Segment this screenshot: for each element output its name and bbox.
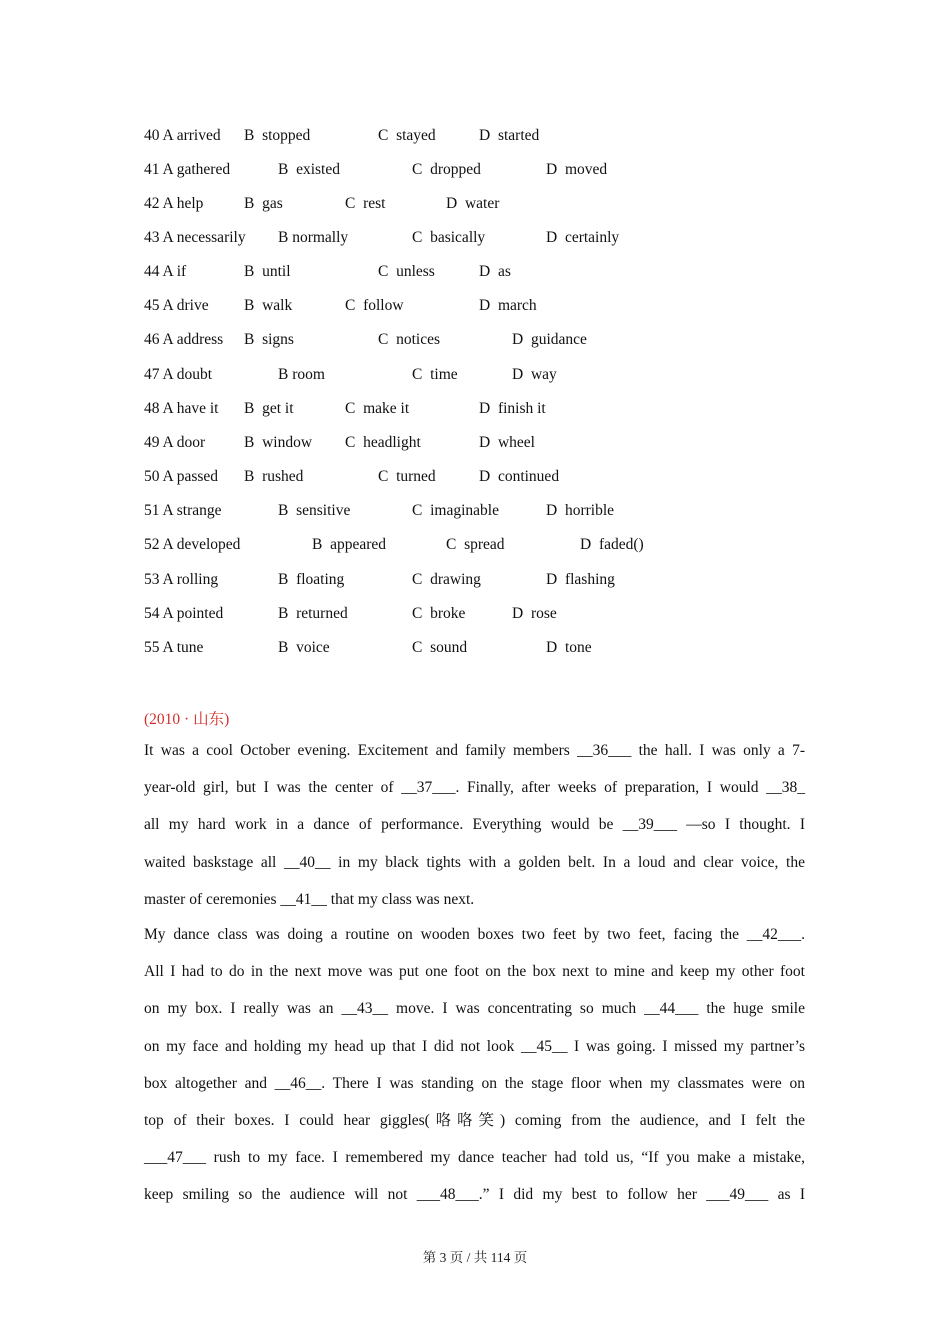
question-option-c: C notices	[378, 331, 440, 348]
question-option-d: D wheel	[479, 434, 535, 451]
question-option-b: B existed	[278, 161, 340, 178]
question-option-c: C broke	[412, 605, 466, 622]
question-row	[144, 399, 546, 419]
passage-line: box altogether and __46__. There I was standing on the stage floor when my classmates were on	[144, 1074, 805, 1092]
question-option-a: 40 A arrived	[144, 127, 221, 144]
question-row	[144, 160, 608, 180]
question-option-c: C basically	[412, 229, 486, 246]
passage-line: ___47___ rush to my face. I remembered my dance teacher had told us, “If you make a mistake,	[144, 1149, 805, 1167]
question-row	[144, 228, 620, 248]
page-footer: 第 3 页 / 共 114 页	[422, 1250, 528, 1265]
question-option-d: D way	[512, 366, 557, 383]
question-option-a: 48 A have it	[144, 400, 219, 417]
question-option-d: D moved	[546, 161, 608, 178]
question-option-b: B room	[278, 366, 325, 383]
question-row	[144, 126, 540, 146]
question-option-b: B gas	[244, 195, 283, 212]
passage-line: waited baskstage all __40__ in my black tights with a golden belt. In a loud and clear voice, the	[144, 853, 805, 871]
passage-paragraph-2	[144, 916, 805, 1214]
question-option-c: C spread	[446, 536, 505, 553]
passage-paragraph-1	[144, 732, 805, 918]
question-option-a: 55 A tune	[144, 639, 204, 656]
question-row	[144, 296, 537, 316]
question-option-b: B signs	[244, 331, 294, 348]
question-option-c: C make it	[345, 400, 410, 417]
question-option-a: 54 A pointed	[144, 605, 224, 622]
question-option-d: D flashing	[546, 571, 615, 588]
question-row	[144, 467, 560, 487]
question-option-a: 41 A gathered	[144, 161, 231, 178]
question-row	[144, 638, 592, 658]
question-option-c: C unless	[378, 263, 435, 280]
passage-line: My dance class was doing a routine on wooden boxes two feet by two feet, facing the __42___.	[144, 926, 805, 943]
question-option-b: B get it	[244, 400, 294, 417]
question-option-d: D faded()	[580, 536, 644, 553]
question-option-c: C imaginable	[412, 502, 499, 519]
question-option-d: D finish it	[479, 400, 546, 417]
question-option-b: B floating	[278, 571, 345, 588]
question-option-b: B appeared	[312, 536, 387, 553]
question-option-c: C sound	[412, 639, 468, 656]
question-option-a: 50 A passed	[144, 468, 219, 485]
question-option-a: 51 A strange	[144, 502, 222, 519]
question-row	[144, 194, 500, 214]
question-option-c: C follow	[345, 297, 404, 314]
question-option-a: 53 A rolling	[144, 571, 219, 588]
question-option-a: 46 A address	[144, 331, 224, 348]
passage-line: keep smiling so the audience will not ___48___.” I did my best to follow her ___49___ as I	[144, 1186, 805, 1204]
question-option-c: C turned	[378, 468, 436, 485]
question-option-c: C dropped	[412, 161, 481, 178]
question-option-a: 44 A if	[144, 263, 187, 280]
passage-line: master of ceremonies __41__ that my class was next.	[144, 890, 475, 908]
question-option-a: 49 A door	[144, 434, 206, 451]
question-option-a: 47 A doubt	[144, 366, 213, 383]
question-option-a: 42 A help	[144, 195, 204, 212]
question-row	[144, 433, 535, 453]
question-row	[144, 365, 557, 385]
question-option-d: D horrible	[546, 502, 615, 519]
question-option-b: B sensitive	[278, 502, 351, 519]
question-option-c: C drawing	[412, 571, 481, 588]
passage-line: all my hard work in a dance of performance. Everything would be __39___ —so I thought. I	[144, 816, 805, 834]
passage-line: It was a cool October evening. Excitement and family members __36___ the hall. I was only a 7-	[144, 742, 805, 759]
question-option-b: B walk	[244, 297, 293, 314]
passage-line: year-old girl, but I was the center of __37___. Finally, after weeks of preparation, I would __38_	[144, 779, 805, 797]
passage-line: top of their boxes. I could hear giggles(咯咯笑) coming from the audience, and I felt the	[144, 1111, 805, 1129]
question-option-c: C rest	[345, 195, 386, 212]
question-option-b: B normally	[278, 229, 349, 246]
question-option-a: 52 A developed	[144, 536, 241, 553]
question-option-d: D continued	[479, 468, 560, 485]
question-row	[144, 501, 615, 521]
question-row	[144, 604, 557, 624]
question-option-a: 45 A drive	[144, 297, 209, 314]
question-option-c: C headlight	[345, 434, 421, 451]
question-option-d: D tone	[546, 639, 592, 656]
question-option-d: D rose	[512, 605, 557, 622]
passage-line: on my face and holding my head up that I did not look __45__ I was going. I missed my partner’s	[144, 1037, 805, 1055]
passage-line: on my box. I really was an __43__ move. I was concentrating so much __44___ the huge smile	[144, 1000, 805, 1018]
question-option-d: D water	[446, 195, 500, 212]
question-option-b: B returned	[278, 605, 348, 622]
question-option-b: B rushed	[244, 468, 304, 485]
question-option-a: 43 A necessarily	[144, 229, 246, 246]
question-row	[144, 570, 615, 590]
question-option-c: C stayed	[378, 127, 436, 144]
question-row	[144, 330, 587, 350]
question-option-b: B stopped	[244, 127, 311, 144]
question-row	[144, 262, 511, 282]
question-option-b: B voice	[278, 639, 330, 656]
question-option-d: D guidance	[512, 331, 587, 348]
question-row	[144, 535, 644, 555]
question-option-d: D certainly	[546, 229, 620, 246]
question-option-b: B until	[244, 263, 291, 280]
question-option-b: B window	[244, 434, 313, 451]
question-option-d: D march	[479, 297, 537, 314]
question-option-d: D started	[479, 127, 540, 144]
source-label: (2010 · 山东)	[144, 711, 230, 728]
question-option-d: D as	[479, 263, 511, 280]
question-option-c: C time	[412, 366, 458, 383]
passage-line: All I had to do in the next move was put one foot on the box next to mine and keep my other foot	[144, 963, 805, 981]
